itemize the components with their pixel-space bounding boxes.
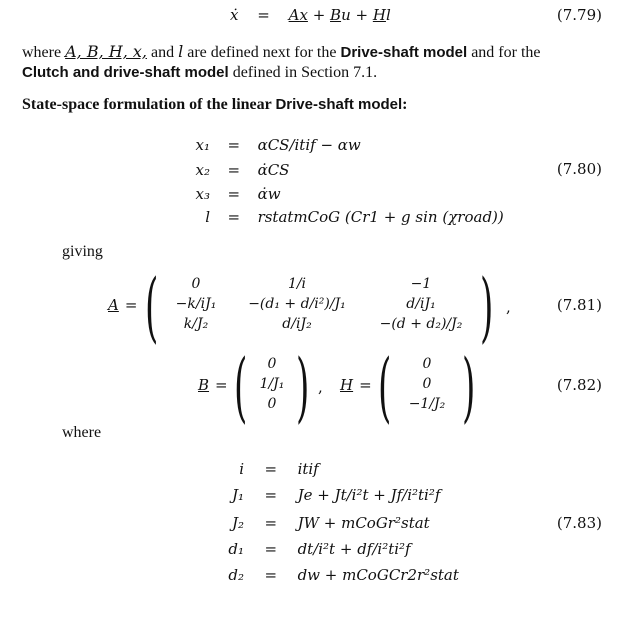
eq779-lhs: ẋ bbox=[230, 6, 239, 24]
eq779-plus2: + bbox=[350, 6, 373, 24]
matrix-A-cell: k/J₂ bbox=[183, 316, 209, 332]
intro-text-4: and for the bbox=[467, 44, 541, 61]
eq779-number: (7.79) bbox=[556, 6, 602, 24]
eq783-lhs: J₁ bbox=[231, 486, 244, 504]
eq781-number: (7.81) bbox=[556, 296, 602, 314]
matrix-A-col-3 bbox=[362, 276, 480, 336]
eq783-rel: = bbox=[264, 486, 278, 504]
eq783-row-2 bbox=[218, 486, 440, 504]
eq780-row-2 bbox=[190, 161, 289, 179]
matrix-A-col-1 bbox=[160, 276, 232, 336]
eq779-H: H bbox=[372, 6, 386, 24]
eq783-rhs: itif bbox=[297, 460, 319, 478]
vector-B-label: B bbox=[198, 376, 210, 394]
eq783-row-3 bbox=[218, 514, 430, 532]
matrix-A-cell: d/iJ₂ bbox=[282, 316, 312, 332]
intro-symbols: A, B, H, x, bbox=[65, 42, 147, 61]
eq783-row-4 bbox=[218, 540, 411, 558]
eq783-rhs: dt/i²t + df/i²ti²f bbox=[297, 540, 411, 558]
eq782-H-lhs: H = bbox=[340, 376, 372, 394]
eq780-lhs: x₁ bbox=[195, 136, 210, 154]
eq781-lhs: A = bbox=[108, 296, 138, 314]
eq783-row-5 bbox=[218, 566, 459, 584]
where-text: where bbox=[62, 424, 102, 441]
vector-B-cell: 0 bbox=[267, 356, 277, 372]
eq779-B: B bbox=[330, 6, 342, 24]
eq783-rel: = bbox=[264, 540, 278, 558]
heading-model-name: Drive-shaft model bbox=[275, 96, 403, 113]
eq-7-79 bbox=[230, 6, 391, 24]
eq780-rhs: α̇w bbox=[257, 185, 281, 203]
eq780-row-4 bbox=[190, 208, 504, 226]
matrix-A-cell: −(d₁ + d/i²)/J₁ bbox=[248, 296, 346, 312]
vector-H-right-paren: ) bbox=[462, 342, 476, 431]
vector-B-col bbox=[248, 356, 296, 416]
eq783-rel: = bbox=[264, 460, 278, 478]
matrix-A-cell: 1/i bbox=[287, 276, 307, 292]
heading-text: State-space formulation of the linear bbox=[22, 96, 276, 113]
vector-H-left-paren: ( bbox=[378, 342, 392, 431]
intro-text-2: and bbox=[146, 44, 179, 61]
eq782-number: (7.82) bbox=[556, 376, 602, 394]
eq783-rhs: JW + mCoGr²stat bbox=[297, 514, 430, 532]
vector-H-label: H bbox=[340, 376, 354, 394]
eq780-lhs: x₃ bbox=[195, 185, 210, 203]
eq782-B-lhs: B = bbox=[198, 376, 228, 394]
eq780-rel: = bbox=[227, 136, 241, 154]
intro-text: where bbox=[22, 44, 66, 61]
eq779-x: x bbox=[299, 6, 308, 24]
intro-line-1 bbox=[22, 42, 541, 63]
eq779-l: l bbox=[385, 6, 391, 24]
matrix-A-left-paren: ( bbox=[145, 262, 159, 351]
vector-B-right-paren: ) bbox=[296, 342, 310, 431]
intro-text-5: defined in Section 7.1. bbox=[228, 64, 378, 81]
matrix-A-label: A bbox=[108, 296, 119, 314]
eq780-row-1 bbox=[190, 136, 361, 154]
eq779-rel: = bbox=[257, 6, 270, 24]
eq783-rel: = bbox=[264, 514, 278, 532]
vector-B-cell: 1/J₁ bbox=[259, 376, 285, 392]
eq780-lhs: l bbox=[205, 208, 210, 226]
matrix-A-cell: d/iJ₁ bbox=[406, 296, 436, 312]
intro-model-name: Drive-shaft model bbox=[340, 44, 468, 61]
vector-B-left-paren: ( bbox=[234, 342, 248, 431]
vector-H-col bbox=[392, 356, 462, 416]
eq783-lhs: i bbox=[239, 460, 244, 478]
giving-text: giving bbox=[62, 243, 103, 260]
vector-B-cell: 0 bbox=[267, 396, 277, 412]
section-heading bbox=[22, 96, 407, 114]
intro-symbol-l: l bbox=[178, 42, 184, 61]
eq783-lhs: d₁ bbox=[228, 540, 244, 558]
eq783-rel: = bbox=[264, 566, 278, 584]
eq779-A: A bbox=[288, 6, 300, 24]
eq780-rhs: α̇CS bbox=[257, 161, 290, 179]
matrix-A-cell: −k/iJ₁ bbox=[175, 296, 217, 312]
eq780-rel: = bbox=[227, 185, 241, 203]
eq783-number: (7.83) bbox=[556, 514, 602, 532]
eq783-lhs: d₂ bbox=[228, 566, 244, 584]
eq780-rel: = bbox=[227, 208, 241, 226]
intro-text-3: are defined next for the bbox=[183, 44, 341, 61]
matrix-A-right-paren: ) bbox=[480, 262, 494, 351]
eq779-plus1: + bbox=[307, 6, 331, 24]
intro-paragraph bbox=[22, 42, 541, 83]
eq780-lhs: x₂ bbox=[195, 161, 210, 179]
matrix-A-cell: −1 bbox=[410, 276, 432, 292]
eq781-comma: , bbox=[506, 298, 511, 316]
eq783-rhs: dw + mCoGCr2r²stat bbox=[297, 566, 459, 584]
eq783-lhs: J₂ bbox=[231, 514, 244, 532]
eq783-rhs: Je + Jt/i²t + Jf/i²ti²f bbox=[297, 486, 441, 504]
eq782-comma: , bbox=[318, 378, 323, 396]
intro-line-2 bbox=[22, 63, 541, 83]
eq780-rhs: αCS/itif − αw bbox=[257, 136, 361, 154]
vector-H-cell: −1/J₂ bbox=[408, 396, 446, 412]
eq780-number: (7.80) bbox=[556, 160, 602, 178]
matrix-A-cell: 0 bbox=[191, 276, 201, 292]
eq779-u: u bbox=[341, 6, 351, 24]
heading-colon: : bbox=[402, 96, 408, 113]
matrix-A-cell: −(d + d₂)/J₂ bbox=[379, 316, 463, 332]
eq780-row-3 bbox=[190, 185, 281, 203]
intro-model-name-2: Clutch and drive-shaft model bbox=[22, 64, 229, 81]
eq780-rhs: rstatmCoG (Cr1 + g sin (χroad)) bbox=[257, 208, 504, 226]
vector-H-cell: 0 bbox=[422, 356, 432, 372]
vector-H-cell: 0 bbox=[422, 376, 432, 392]
matrix-A-col-2 bbox=[232, 276, 362, 336]
eq780-rel: = bbox=[227, 161, 241, 179]
eq783-row-1 bbox=[218, 460, 319, 478]
